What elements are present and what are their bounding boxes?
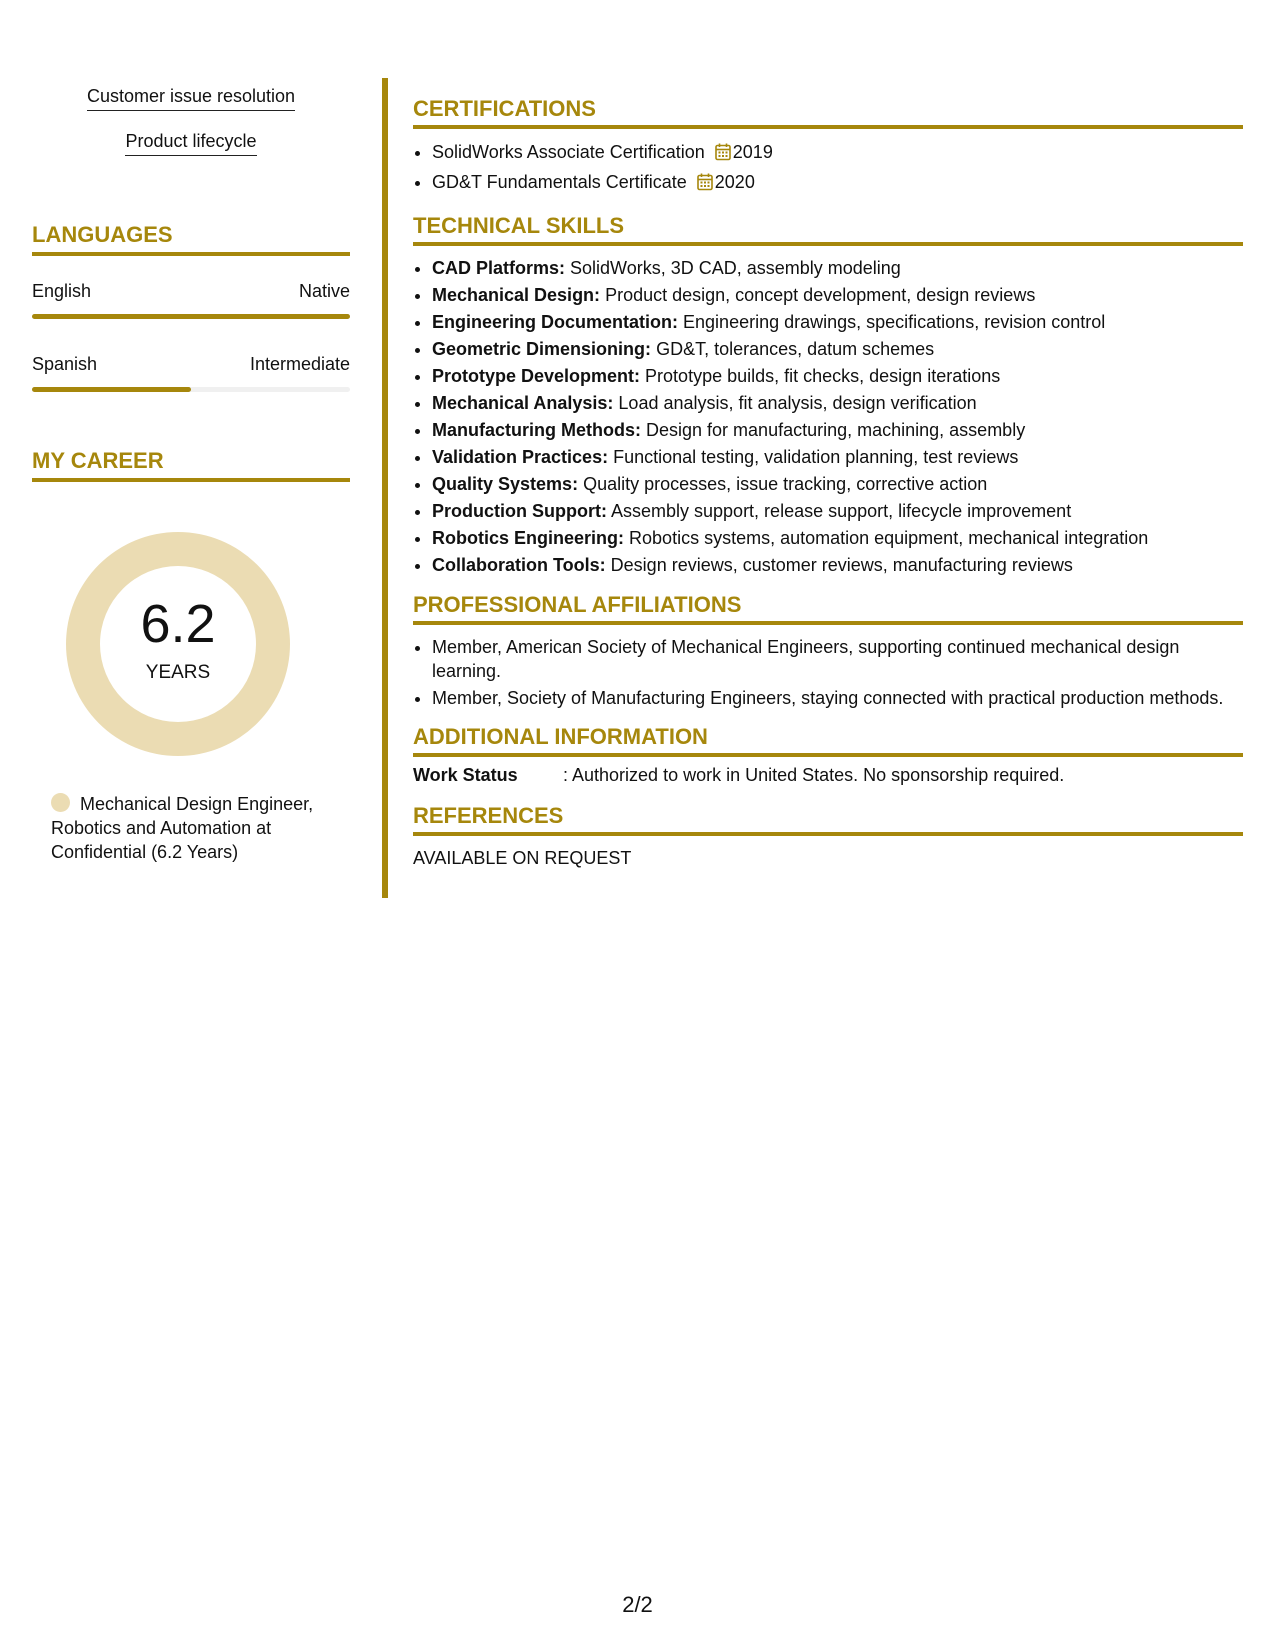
additional-info-heading: ADDITIONAL INFORMATION [413,724,1243,757]
technical-skill-value: Robotics systems, automation equipment, mechanical integration [629,528,1149,548]
career-heading: MY CAREER [32,448,350,482]
technical-skill-item [432,255,1243,282]
technical-skill-item [432,282,1243,309]
career-years-donut [66,532,290,756]
work-status-label: Work Status [413,765,518,785]
skill-tag-wrapper [32,129,350,174]
affiliations-heading: PROFESSIONAL AFFILIATIONS [413,592,1243,625]
career-entry [51,792,341,864]
technical-skill-item [432,390,1243,417]
affiliation-item: • Member, Society of Manufacturing Engineers, staying connected with practical production methods. [432,686,1243,710]
technical-skill-item [432,525,1243,552]
technical-skill-label: Quality Systems: [432,474,579,494]
career-years-value: 6.2 [140,594,216,654]
technical-skill-item [432,552,1243,579]
technical-skill-value: Design for manufacturing, machining, assembly [646,420,1026,440]
certification-name: GD&T Fundamentals Certificate [432,172,687,192]
certification-name: SolidWorks Associate Certification [432,142,705,162]
language-name: Spanish [32,354,98,374]
skill-tag: Product lifecycle [125,129,256,156]
career-entry-text: Mechanical Design Engineer, Robotics and Automation at Confidential (6.2 Years) [51,794,314,862]
technical-skill-label: Validation Practices: [432,447,609,467]
technical-skill-value: Quality processes, issue tracking, corrective action [583,474,988,494]
technical-skill-value: Prototype builds, fit checks, design iterations [645,366,1001,386]
technical-skill-label: Production Support: [432,501,607,521]
technical-skills-heading: TECHNICAL SKILLS [413,213,1243,246]
certification-item [432,139,1243,169]
technical-skill-item [432,471,1243,498]
technical-skill-item [432,309,1243,336]
language-proficiency-fill [32,314,350,319]
work-status-row [413,763,1243,787]
technical-skill-item [432,363,1243,390]
language-item [32,280,350,319]
certifications-heading: CERTIFICATIONS [413,96,1243,129]
certifications-list [413,139,1243,199]
language-proficiency-fill [32,387,191,392]
language-proficiency-bar [32,387,350,392]
technical-skill-item [432,417,1243,444]
technical-skill-label: Prototype Development: [432,366,641,386]
language-level: Intermediate [249,354,350,374]
career-legend-dot [51,793,70,812]
skill-tag: Customer issue resolution [87,84,295,111]
references-heading: REFERENCES [413,803,1243,836]
certification-item [432,169,1243,199]
technical-skill-label: Manufacturing Methods: [432,420,641,440]
technical-skill-value: Design reviews, customer reviews, manufacturing reviews [610,555,1073,575]
language-item [32,353,350,392]
technical-skills-list [413,255,1243,579]
certification-year: 2019 [732,142,773,162]
technical-skill-label: Mechanical Design: [432,285,601,305]
technical-skill-item [432,444,1243,471]
column-divider [382,78,388,898]
language-level: Native [298,281,350,301]
technical-skill-label: Mechanical Analysis: [432,393,614,413]
technical-skill-label: CAD Platforms: [432,258,566,278]
technical-skill-value: GD&T, tolerances, datum schemes [656,339,935,359]
skill-tag-wrapper [32,84,350,129]
technical-skill-label: Engineering Documentation: [432,312,679,332]
work-status-value: : Authorized to work in United States. No sponsorship required. [563,765,1065,785]
technical-skill-item [432,336,1243,363]
technical-skill-label: Robotics Engineering: [432,528,625,548]
languages-heading: LANGUAGES [32,222,350,256]
technical-skill-label: Collaboration Tools: [432,555,606,575]
affiliations-list [413,635,1243,710]
technical-skill-value: Assembly support, release support, lifecycle improvement [611,501,1072,521]
technical-skill-item [432,498,1243,525]
sidebar [32,84,350,862]
technical-skill-value: Engineering drawings, specifications, revision control [683,312,1106,332]
affiliation-item: • Member, American Society of Mechanical Engineers, supporting continued mechanical design learning. [432,635,1243,683]
technical-skill-value: Functional testing, validation planning, test reviews [613,447,1019,467]
career-years-unit: YEARS [145,662,211,683]
technical-skill-value: Load analysis, fit analysis, design verification [618,393,977,413]
technical-skill-value: Product design, concept development, design reviews [605,285,1036,305]
technical-skill-value: SolidWorks, 3D CAD, assembly modeling [570,258,901,278]
certification-year: 2020 [714,172,755,192]
technical-skill-label: Geometric Dimensioning: [432,339,652,359]
language-name: English [32,281,92,301]
references-text: AVAILABLE ON REQUEST [413,848,632,868]
page-number: 2/2 [622,1592,653,1617]
calendar-icon [715,142,731,169]
language-proficiency-bar [32,314,350,319]
calendar-icon [697,172,713,199]
main-content [413,96,1243,870]
